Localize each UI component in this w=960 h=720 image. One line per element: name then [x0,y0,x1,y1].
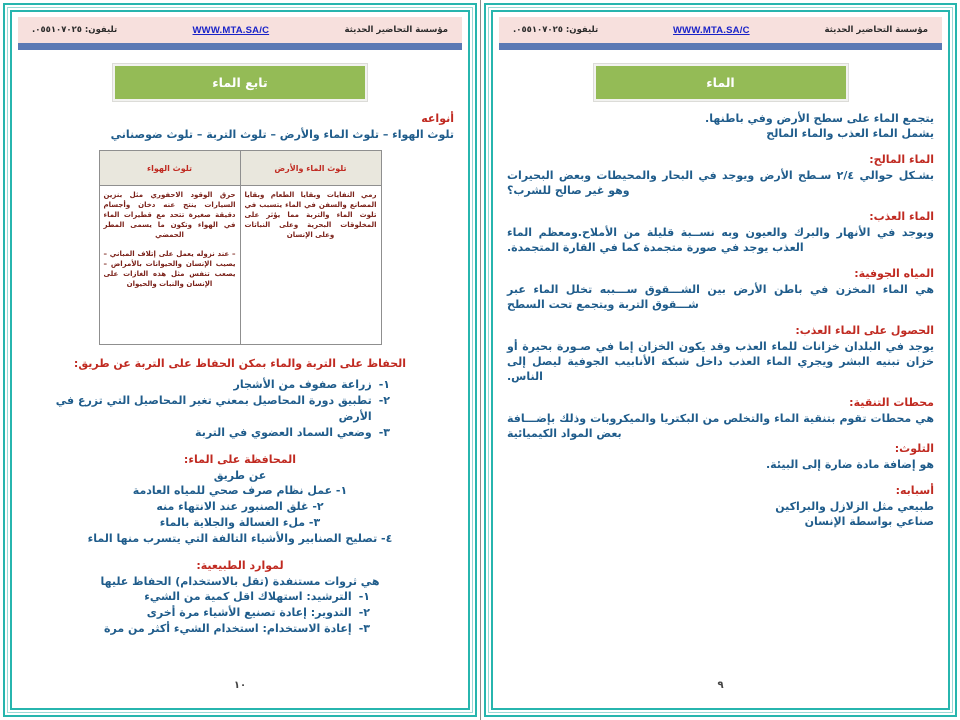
list-item [26,589,370,605]
list-item-number: ٣- [358,622,370,635]
page-left-content [491,10,950,710]
list-item [26,605,370,621]
spacer-4 [507,312,934,323]
table-row [99,186,381,345]
page-right-border-mid [7,7,473,713]
page-right-border-outer [3,3,477,717]
list-item-text: إعادة الاستخدام: استخدام الشيء أكثر من مرة [103,622,352,635]
table-cell-air [99,186,240,345]
header-telephone: تليفون: ٠٥٥١٠٧٠٢٥. [32,25,118,35]
cause-natural: طبيعي مثل الزلازل والبراكين [775,500,934,513]
natural-resources-intro: هي ثروات مستنفدة (تقل بالاستخدام) الحفاظ عليها [100,575,380,588]
lesson-title-right: تابع الماء [113,64,367,101]
header-band-left [499,17,942,43]
list-item: ٣- ملء الغسالة والجلاية بالماء [159,516,321,529]
page-left-body [499,101,942,668]
section-heading-groundwater: المياه الجوفية: [854,267,934,280]
lesson-title-left: الماء [594,64,848,101]
title-container-right [18,50,462,101]
header-divider-right [18,43,462,50]
list-item-number: ١- [358,590,370,603]
spacer-before-resources [26,547,454,558]
header-band-right [18,17,462,43]
list-item-text: وضعي السماد العضوي في التربة [195,426,372,439]
spacer-after-table [26,345,454,356]
page-number-right: ١٠ [233,679,247,691]
intro-line-2: يشمل الماء العذب والماء المالح [766,127,934,140]
header-telephone: تليفون: ٠٥٥١٠٧٠٢٥. [513,25,599,35]
spacer-3 [507,255,934,266]
natural-resources-heading: لموارد الطبيعية: [196,559,284,572]
water-land-paragraph-1: رمي النفايات وبقايا الطعام وبقايا المصانع والسفن في الماء يتسبب في تلوث الماء والتربة مما يؤثر على المخلوقات البحرية وعلى النباتات وعلى الإنسان [244,191,377,239]
air-paragraph-1: حرق الوقود الاحفوري مثل بنزين السيارات ينتج عنه دخان وأجسام دقيقة صغيرة تتحد مع قطيرات الماء في الهواء وتكون ما يسمى المطر الحمضي [103,191,236,239]
section-body-fresh-water: ويوجد في الأنهار والبرك والعيون وبه نســبة قليلة من الأملاح.ومعظم الماء العذب يوجد في صورة متجمدة كما في القارة المتجمدة. [507,226,934,254]
list-item-text: التدوير: إعادة تصنيع الأشياء مرة أخرى [146,606,352,619]
section-heading-salt-water: الماء المالح: [869,153,934,166]
list-item [26,621,370,637]
water-conservation-list [26,483,454,547]
section-body-purification-stations: هي محطات تقوم بتنقية الماء والتخلص من البكتريا والميكروبات وذلك بإضـــافة بعض المواد الكيميائية [507,412,934,440]
section-body-groundwater: هي الماء المخزن في باطن الأرض بين الشـــقوق ســـببه تخلل الماء عبر شـــقوق التربة ويتجمع تحت السطح [507,283,934,311]
spacer-2 [507,198,934,209]
page-right-content [10,10,470,710]
pollution-label: التلوث: [894,442,934,455]
list-item [26,425,390,441]
table-cell-water-land [240,186,381,345]
list-item-number: ٣- [378,426,390,439]
header-divider-left [499,43,942,50]
list-item: ٤- تصليح الصنابير والأشياء التالفة التي يتسرب منها الماء [87,532,393,545]
page-number-left: ٩ [717,679,724,691]
cause-industrial: صناعي بواسطة الإنسان [804,515,934,528]
page-right-body [18,101,462,668]
spacer-before-water [26,441,454,452]
header-org-name: مؤسسة التحاضير الحديثة [824,25,928,35]
header-org-name: مؤسسة التحاضير الحديثة [344,25,448,35]
pollution-table-container [26,150,454,345]
title-container-left [499,50,942,101]
air-paragraph-2: – عند نزوله يعمل على إتلاف المباني – يصيب الإنسان والحيوانات بالأمراض – يصعب تنفس مثل هذه الغازات على الإنسان والنبات والحيوان [103,250,236,288]
list-item [26,377,390,393]
list-item-text: تطبيق دورة المحاصيل بمعني تغير المحاصيل التي تزرع في الأرض [55,394,372,423]
spacer-5 [507,384,934,395]
list-item: ٢- غلق الصنبور عند الانتهاء منه [156,500,324,513]
page-left-border-outer [484,3,957,717]
section-heading-fresh-water: الماء العذب: [869,210,934,223]
section-heading-obtaining-fresh-water: الحصول على الماء العذب: [795,324,934,337]
natural-resources-list [26,589,454,637]
list-item [26,393,390,425]
section-body-obtaining-fresh-water: يوجد في البلدان خزانات للماء العذب وقد يكون الخزان إما في صـورة بحيرة أو خزان تبنيه البشر ويجري الماء العذب داخل شبكة الأنابيب الجوفية ليصل إلى الناس. [507,340,934,383]
page-left [480,0,960,720]
list-item-number: ٢- [378,394,390,407]
header-website-link[interactable]: WWW.MTA.SA/C [673,24,750,36]
list-item-text: الترشيد: استهلاك اقل كمية من الشيء [144,590,352,603]
table-header-row [99,151,381,186]
types-line: تلوث الهواء – تلوث الماء والأرض – تلوث التربة – تلوث ضوصناني [110,128,454,141]
soil-conservation-heading: الحفاظ على التربة والماء بمكن الحفاظ على التربة عن طريق: [73,357,407,370]
intro-line-1: يتجمع الماء على سطح الأرض وفي باطنها. [705,112,934,125]
table-header-water-land: تلوث الماء والأرض [240,151,381,186]
pollution-table [99,150,382,345]
list-item-number: ٢- [358,606,370,619]
spacer-1 [507,141,934,152]
list-item: ١- عمل نظام صرف صحي للمياه العادمة [132,484,348,497]
pollution-definition: هو إضافة مادة ضارة إلى البيئة. [766,458,934,471]
section-heading-purification-stations: محطات التنقية: [849,396,934,409]
page-left-border-mid [488,7,953,713]
section-body-salt-water: بشـكل حوالي ٢/٤ سـطح الأرض ويوجد في البحار والمحيطات وبعض البحيرات وهو غير صالح للشرب؟ [507,169,934,197]
header-website-link[interactable]: WWW.MTA.SA/C [192,24,270,36]
water-conservation-heading: المحافظة على الماء: [183,453,297,466]
causes-heading: أسبابه: [895,484,934,497]
types-label: أنواعه [421,112,454,125]
list-item-text: زراعة صفوف من الأشجار [233,378,372,391]
water-conservation-intro: عن طريق [213,469,267,482]
soil-conservation-list [26,377,454,441]
spacer-6 [507,472,934,483]
table-header-air: تلوث الهواء [99,151,240,186]
list-item-number: ١- [378,378,390,391]
